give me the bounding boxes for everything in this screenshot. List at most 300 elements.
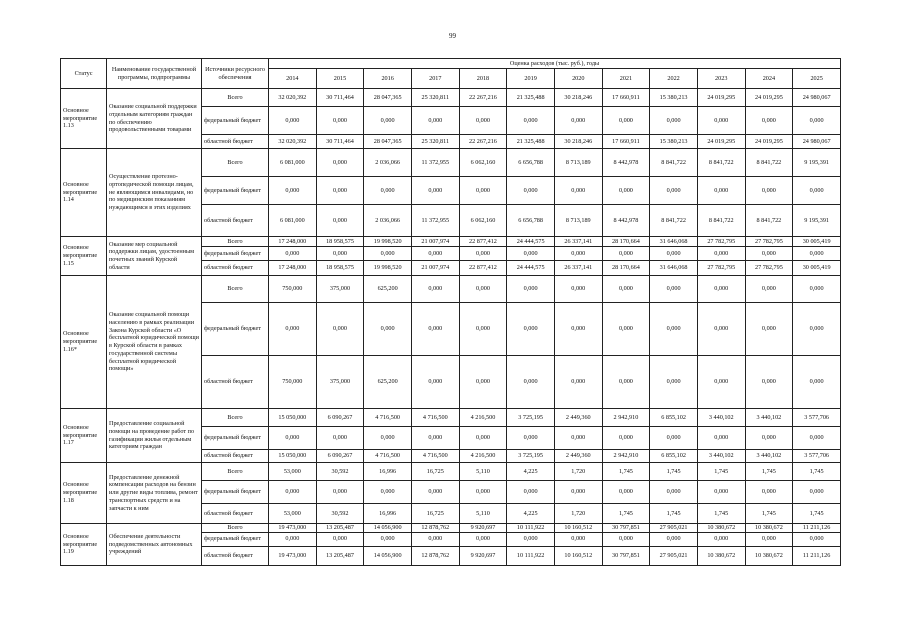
table-row [61, 463, 841, 481]
status-cell: Основное мероприятие 1.13 [61, 89, 107, 149]
value-cell: 0,000 [650, 532, 698, 546]
value-cell: 10 160,512 [554, 546, 602, 565]
value-cell: 0,000 [697, 276, 745, 303]
value-cell: 0,000 [650, 177, 698, 205]
value-cell: 26 337,141 [554, 237, 602, 247]
value-cell: 17 660,911 [602, 135, 650, 149]
value-cell: 3 440,102 [745, 450, 793, 463]
value-cell: 24 444,575 [507, 261, 555, 276]
value-cell: 19 998,520 [364, 261, 412, 276]
value-cell: 9 920,697 [459, 524, 507, 533]
value-cell: 0,000 [697, 247, 745, 261]
source-cell: федеральный бюджет [202, 481, 269, 504]
value-cell: 0,000 [507, 356, 555, 409]
value-cell: 22 877,412 [459, 261, 507, 276]
table-row [61, 276, 841, 303]
value-cell: 19 998,520 [364, 237, 412, 247]
value-cell: 8 442,978 [602, 205, 650, 237]
value-cell: 11 372,955 [411, 205, 459, 237]
value-cell: 2 036,066 [364, 149, 412, 177]
program-name-cell: Оказание социальной помощи населению в рамках реализации Закона Курской области «О бесплатной юридической помощи в Курской области в рамках государственной системы бесплатной юридической помощи» [107, 276, 202, 409]
value-cell: 30 005,419 [793, 261, 841, 276]
value-cell: 15 050,000 [269, 450, 317, 463]
value-cell: 9 195,391 [793, 205, 841, 237]
header-year: 2024 [745, 69, 793, 89]
value-cell: 0,000 [697, 303, 745, 356]
source-cell: областной бюджет [202, 504, 269, 524]
status-cell: Основное мероприятие 1.19 [61, 524, 107, 566]
value-cell: 0,000 [364, 532, 412, 546]
table-row [61, 409, 841, 427]
value-cell: 0,000 [316, 481, 364, 504]
source-cell: Всего [202, 463, 269, 481]
value-cell: 24 980,067 [793, 135, 841, 149]
value-cell: 3 577,706 [793, 450, 841, 463]
value-cell: 750,000 [269, 276, 317, 303]
value-cell: 24 019,295 [697, 135, 745, 149]
value-cell: 28 047,365 [364, 135, 412, 149]
value-cell: 0,000 [507, 177, 555, 205]
value-cell: 6 090,267 [316, 409, 364, 427]
value-cell: 6 656,788 [507, 149, 555, 177]
value-cell: 30 218,246 [554, 135, 602, 149]
value-cell: 0,000 [459, 427, 507, 450]
value-cell: 0,000 [411, 481, 459, 504]
value-cell: 0,000 [554, 427, 602, 450]
value-cell: 19 473,000 [269, 524, 317, 533]
program-name-cell: Предоставление социальной помощи на проведение работ по газификации жилья отдельным категориям граждан [107, 409, 202, 463]
value-cell: 375,000 [316, 276, 364, 303]
value-cell: 31 646,068 [650, 237, 698, 247]
value-cell: 1,745 [697, 504, 745, 524]
value-cell: 0,000 [554, 303, 602, 356]
value-cell: 1,745 [650, 504, 698, 524]
value-cell: 21 007,974 [411, 261, 459, 276]
value-cell: 0,000 [793, 532, 841, 546]
value-cell: 0,000 [364, 481, 412, 504]
value-cell: 0,000 [745, 276, 793, 303]
value-cell: 0,000 [554, 247, 602, 261]
value-cell: 0,000 [793, 356, 841, 409]
value-cell: 21 007,974 [411, 237, 459, 247]
value-cell: 8 713,189 [554, 205, 602, 237]
value-cell: 0,000 [364, 303, 412, 356]
program-name-cell: Предоставление денежной компенсации расходов на бензин или другие виды топлива, ремонт транспортных средств и на запчасти к ним [107, 463, 202, 524]
value-cell: 0,000 [364, 427, 412, 450]
value-cell: 0,000 [411, 177, 459, 205]
value-cell: 0,000 [793, 481, 841, 504]
value-cell: 16,996 [364, 504, 412, 524]
value-cell: 14 056,900 [364, 524, 412, 533]
value-cell: 6 656,788 [507, 205, 555, 237]
value-cell: 1,745 [697, 463, 745, 481]
value-cell: 4,225 [507, 504, 555, 524]
value-cell: 16,725 [411, 463, 459, 481]
status-cell: Основное мероприятие 1.14 [61, 149, 107, 237]
value-cell: 0,000 [745, 303, 793, 356]
value-cell: 30 711,464 [316, 135, 364, 149]
value-cell: 0,000 [602, 303, 650, 356]
value-cell: 18 958,575 [316, 261, 364, 276]
value-cell: 1,745 [793, 504, 841, 524]
table-row [61, 237, 841, 247]
value-cell: 0,000 [269, 481, 317, 504]
value-cell: 4 716,500 [364, 409, 412, 427]
value-cell: 0,000 [269, 107, 317, 135]
status-cell: Основное мероприятие 1.17 [61, 409, 107, 463]
value-cell: 27 905,021 [650, 546, 698, 565]
value-cell: 10 160,512 [554, 524, 602, 533]
value-cell: 1,745 [745, 463, 793, 481]
value-cell: 0,000 [602, 356, 650, 409]
value-cell: 0,000 [364, 177, 412, 205]
value-cell: 3 440,102 [697, 450, 745, 463]
value-cell: 14 056,900 [364, 546, 412, 565]
value-cell: 2 942,910 [602, 450, 650, 463]
value-cell: 0,000 [459, 247, 507, 261]
value-cell: 0,000 [602, 177, 650, 205]
value-cell: 0,000 [650, 276, 698, 303]
value-cell: 2 942,910 [602, 409, 650, 427]
status-cell: Основное мероприятие 1.18 [61, 463, 107, 524]
value-cell: 27 782,795 [697, 237, 745, 247]
value-cell: 10 111,922 [507, 524, 555, 533]
value-cell: 15 380,213 [650, 135, 698, 149]
value-cell: 0,000 [554, 107, 602, 135]
value-cell: 8 841,722 [697, 205, 745, 237]
value-cell: 625,200 [364, 276, 412, 303]
value-cell: 30 005,419 [793, 237, 841, 247]
source-cell: федеральный бюджет [202, 427, 269, 450]
value-cell: 0,000 [459, 303, 507, 356]
source-cell: Всего [202, 237, 269, 247]
value-cell: 0,000 [459, 177, 507, 205]
value-cell: 24 980,067 [793, 89, 841, 107]
value-cell: 0,000 [793, 247, 841, 261]
value-cell: 0,000 [745, 427, 793, 450]
value-cell: 27 905,021 [650, 524, 698, 533]
value-cell: 0,000 [411, 247, 459, 261]
source-cell: Всего [202, 276, 269, 303]
value-cell: 21 325,488 [507, 135, 555, 149]
source-cell: Всего [202, 409, 269, 427]
value-cell: 1,745 [602, 504, 650, 524]
header-year: 2023 [697, 69, 745, 89]
value-cell: 27 782,795 [697, 261, 745, 276]
value-cell: 1,745 [793, 463, 841, 481]
value-cell: 0,000 [793, 303, 841, 356]
program-name-cell: Оказание социальной поддержки отдельным категориям граждан по обеспечению продовольственными товарами [107, 89, 202, 149]
value-cell: 0,000 [697, 107, 745, 135]
value-cell: 5,110 [459, 463, 507, 481]
value-cell: 25 320,811 [411, 89, 459, 107]
value-cell: 25 320,811 [411, 135, 459, 149]
value-cell: 0,000 [411, 276, 459, 303]
header-year: 2018 [459, 69, 507, 89]
value-cell: 0,000 [650, 356, 698, 409]
source-cell: федеральный бюджет [202, 532, 269, 546]
value-cell: 11 211,126 [793, 546, 841, 565]
value-cell: 30,592 [316, 504, 364, 524]
value-cell: 8 841,722 [650, 205, 698, 237]
value-cell: 0,000 [793, 107, 841, 135]
value-cell: 0,000 [745, 247, 793, 261]
value-cell: 0,000 [507, 276, 555, 303]
value-cell: 6 090,267 [316, 450, 364, 463]
program-name-cell: Обеспечение деятельности подведомственных автономных учреждений [107, 524, 202, 566]
value-cell: 30 797,851 [602, 524, 650, 533]
value-cell: 6 081,000 [269, 205, 317, 237]
source-cell: областной бюджет [202, 356, 269, 409]
value-cell: 22 877,412 [459, 237, 507, 247]
source-cell: Всего [202, 89, 269, 107]
value-cell: 0,000 [793, 276, 841, 303]
header-year: 2025 [793, 69, 841, 89]
value-cell: 15 050,000 [269, 409, 317, 427]
value-cell: 8 713,189 [554, 149, 602, 177]
value-cell: 0,000 [459, 481, 507, 504]
value-cell: 0,000 [269, 177, 317, 205]
value-cell: 4 716,500 [411, 450, 459, 463]
value-cell: 4 716,500 [411, 409, 459, 427]
value-cell: 2 449,360 [554, 409, 602, 427]
expenditure-table [60, 58, 841, 566]
value-cell: 27 782,795 [745, 237, 793, 247]
value-cell: 0,000 [697, 427, 745, 450]
value-cell: 11 372,955 [411, 149, 459, 177]
value-cell: 13 205,487 [316, 524, 364, 533]
value-cell: 0,000 [411, 107, 459, 135]
value-cell: 53,000 [269, 504, 317, 524]
value-cell: 0,000 [316, 205, 364, 237]
value-cell: 0,000 [364, 247, 412, 261]
value-cell: 22 267,216 [459, 89, 507, 107]
value-cell: 0,000 [745, 481, 793, 504]
value-cell: 6 855,102 [650, 450, 698, 463]
value-cell: 10 111,922 [507, 546, 555, 565]
value-cell: 16,725 [411, 504, 459, 524]
value-cell: 10 380,672 [745, 546, 793, 565]
value-cell: 4 216,500 [459, 450, 507, 463]
value-cell: 0,000 [459, 107, 507, 135]
value-cell: 18 958,575 [316, 237, 364, 247]
value-cell: 10 380,672 [745, 524, 793, 533]
value-cell: 12 878,762 [411, 524, 459, 533]
value-cell: 0,000 [554, 481, 602, 504]
value-cell: 0,000 [697, 532, 745, 546]
value-cell: 0,000 [650, 481, 698, 504]
status-cell: Основное мероприятие 1.16* [61, 276, 107, 409]
value-cell: 8 442,978 [602, 149, 650, 177]
value-cell: 0,000 [411, 427, 459, 450]
source-cell: Всего [202, 524, 269, 533]
source-cell: областной бюджет [202, 135, 269, 149]
value-cell: 625,200 [364, 356, 412, 409]
value-cell: 0,000 [316, 532, 364, 546]
value-cell: 0,000 [459, 276, 507, 303]
source-cell: областной бюджет [202, 546, 269, 565]
value-cell: 0,000 [507, 107, 555, 135]
value-cell: 0,000 [554, 532, 602, 546]
value-cell: 0,000 [316, 427, 364, 450]
value-cell: 8 841,722 [745, 205, 793, 237]
value-cell: 0,000 [316, 177, 364, 205]
value-cell: 30 711,464 [316, 89, 364, 107]
value-cell: 8 841,722 [745, 149, 793, 177]
value-cell: 3 577,706 [793, 409, 841, 427]
value-cell: 0,000 [602, 276, 650, 303]
header-status: Статус [61, 59, 107, 89]
value-cell: 0,000 [697, 356, 745, 409]
header-year: 2016 [364, 69, 412, 89]
value-cell: 17 248,000 [269, 237, 317, 247]
header-year: 2014 [269, 69, 317, 89]
source-cell: областной бюджет [202, 450, 269, 463]
value-cell: 0,000 [269, 303, 317, 356]
value-cell: 0,000 [554, 177, 602, 205]
value-cell: 30,592 [316, 463, 364, 481]
value-cell: 0,000 [554, 356, 602, 409]
value-cell: 0,000 [507, 427, 555, 450]
value-cell: 27 782,795 [745, 261, 793, 276]
value-cell: 1,745 [650, 463, 698, 481]
value-cell: 17 660,911 [602, 89, 650, 107]
value-cell: 0,000 [269, 427, 317, 450]
header-name: Наименование государственной программы, подпрограммы [107, 59, 202, 89]
header-year: 2017 [411, 69, 459, 89]
value-cell: 0,000 [459, 532, 507, 546]
value-cell: 0,000 [602, 107, 650, 135]
source-cell: областной бюджет [202, 205, 269, 237]
value-cell: 375,000 [316, 356, 364, 409]
source-cell: Всего [202, 149, 269, 177]
value-cell: 26 337,141 [554, 261, 602, 276]
value-cell: 0,000 [316, 107, 364, 135]
value-cell: 0,000 [602, 532, 650, 546]
value-cell: 2 449,360 [554, 450, 602, 463]
value-cell: 21 325,488 [507, 89, 555, 107]
value-cell: 3 725,195 [507, 450, 555, 463]
value-cell: 10 380,672 [697, 546, 745, 565]
value-cell: 22 267,216 [459, 135, 507, 149]
value-cell: 8 841,722 [697, 149, 745, 177]
value-cell: 6 062,160 [459, 149, 507, 177]
page-number: 99 [449, 32, 456, 40]
value-cell: 0,000 [745, 177, 793, 205]
value-cell: 0,000 [507, 532, 555, 546]
value-cell: 4 716,500 [364, 450, 412, 463]
value-cell: 6 855,102 [650, 409, 698, 427]
value-cell: 0,000 [650, 107, 698, 135]
value-cell: 0,000 [745, 107, 793, 135]
value-cell: 0,000 [316, 247, 364, 261]
value-cell: 0,000 [745, 356, 793, 409]
header-year: 2019 [507, 69, 555, 89]
value-cell: 53,000 [269, 463, 317, 481]
value-cell: 0,000 [316, 149, 364, 177]
value-cell: 24 019,295 [697, 89, 745, 107]
value-cell: 6 081,000 [269, 149, 317, 177]
value-cell: 9 920,697 [459, 546, 507, 565]
value-cell: 24 019,295 [745, 89, 793, 107]
value-cell: 15 380,213 [650, 89, 698, 107]
source-cell: федеральный бюджет [202, 177, 269, 205]
value-cell: 0,000 [411, 532, 459, 546]
value-cell: 28 170,664 [602, 237, 650, 247]
value-cell: 12 878,762 [411, 546, 459, 565]
header-estimate: Оценка расходов (тыс. руб.), годы [269, 59, 841, 69]
value-cell: 3 440,102 [745, 409, 793, 427]
value-cell: 1,745 [602, 463, 650, 481]
value-cell: 0,000 [507, 303, 555, 356]
value-cell: 0,000 [793, 427, 841, 450]
table-row [61, 524, 841, 533]
value-cell: 17 248,000 [269, 261, 317, 276]
value-cell: 1,720 [554, 463, 602, 481]
value-cell: 0,000 [411, 356, 459, 409]
value-cell: 28 170,664 [602, 261, 650, 276]
value-cell: 6 062,160 [459, 205, 507, 237]
value-cell: 16,996 [364, 463, 412, 481]
value-cell: 24 019,295 [745, 135, 793, 149]
value-cell: 0,000 [650, 303, 698, 356]
header-year: 2020 [554, 69, 602, 89]
value-cell: 0,000 [650, 427, 698, 450]
value-cell: 0,000 [316, 303, 364, 356]
value-cell: 28 047,365 [364, 89, 412, 107]
value-cell: 0,000 [745, 532, 793, 546]
header-year: 2022 [650, 69, 698, 89]
value-cell: 4 216,500 [459, 409, 507, 427]
value-cell: 0,000 [793, 177, 841, 205]
value-cell: 0,000 [411, 303, 459, 356]
value-cell: 0,000 [554, 276, 602, 303]
value-cell: 3 440,102 [697, 409, 745, 427]
value-cell: 0,000 [602, 427, 650, 450]
header-source: Источники ресурсного обеспечения [202, 59, 269, 89]
value-cell: 0,000 [697, 177, 745, 205]
value-cell: 1,720 [554, 504, 602, 524]
value-cell: 0,000 [507, 247, 555, 261]
value-cell: 10 380,672 [697, 524, 745, 533]
value-cell: 0,000 [269, 247, 317, 261]
value-cell: 0,000 [364, 107, 412, 135]
value-cell: 30 218,246 [554, 89, 602, 107]
value-cell: 3 725,195 [507, 409, 555, 427]
value-cell: 0,000 [650, 247, 698, 261]
status-cell: Основное мероприятие 1.15 [61, 237, 107, 276]
value-cell: 0,000 [459, 356, 507, 409]
value-cell: 30 797,851 [602, 546, 650, 565]
value-cell: 0,000 [697, 481, 745, 504]
value-cell: 750,000 [269, 356, 317, 409]
value-cell: 24 444,575 [507, 237, 555, 247]
header-year: 2021 [602, 69, 650, 89]
source-cell: федеральный бюджет [202, 247, 269, 261]
value-cell: 1,745 [745, 504, 793, 524]
value-cell: 9 195,391 [793, 149, 841, 177]
header-year: 2015 [316, 69, 364, 89]
value-cell: 31 646,068 [650, 261, 698, 276]
value-cell: 0,000 [507, 481, 555, 504]
value-cell: 5,110 [459, 504, 507, 524]
value-cell: 8 841,722 [650, 149, 698, 177]
value-cell: 11 211,126 [793, 524, 841, 533]
source-cell: федеральный бюджет [202, 303, 269, 356]
value-cell: 0,000 [602, 481, 650, 504]
value-cell: 32 020,392 [269, 135, 317, 149]
program-name-cell: Осуществление протезно-ортопедической помощи лицам, не являющимся инвалидами, но по медицинским показаниям нуждающимся в этих изделиях [107, 149, 202, 237]
